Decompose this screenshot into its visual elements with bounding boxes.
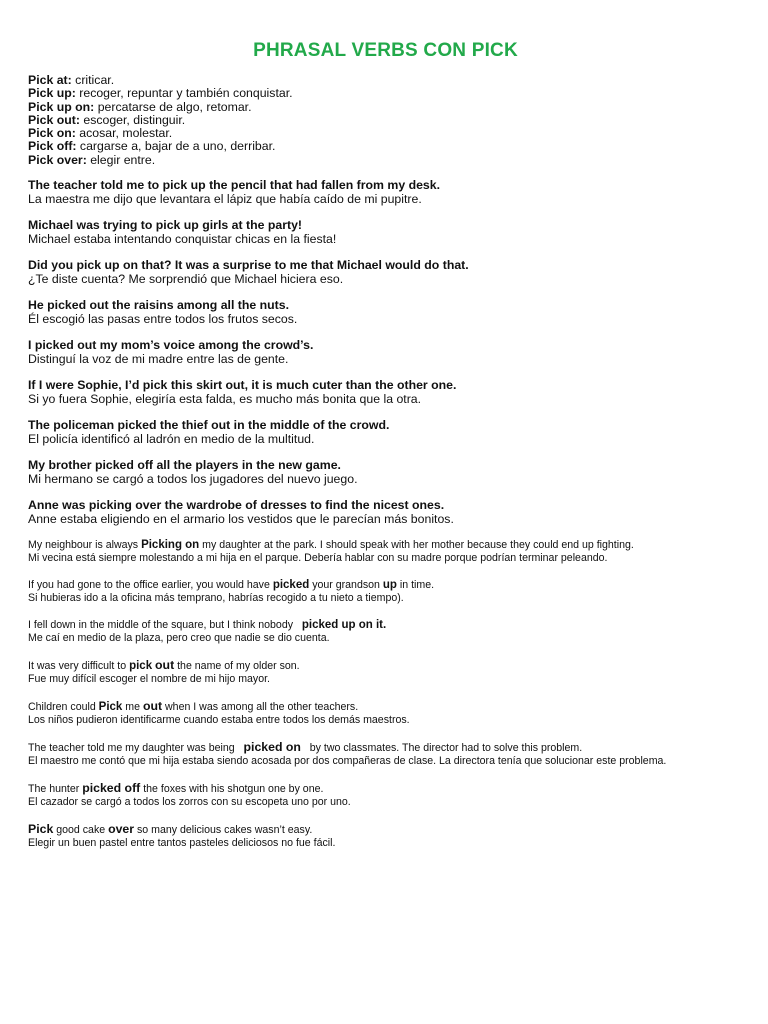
example-spanish: La maestra me dijo que levantara el lápiz que había caído de mi pupitre. [28, 191, 422, 206]
phrasal-particle: out [142, 699, 163, 714]
definition-item [28, 101, 743, 114]
definition-term: Pick out: [28, 112, 80, 127]
example-block [28, 259, 743, 286]
text-part: If you had gone to the office earlier, you would have [28, 579, 273, 592]
text-part: It was very difficult to [28, 660, 130, 673]
example-english: If I were Sophie, I’d pick this skirt out, it is much cuter than the other one. [28, 378, 457, 393]
definition-item [28, 127, 743, 140]
definition-item [28, 140, 743, 153]
text-part: my daughter at the park. I should speak with her mother because they could end up fighting. [199, 539, 634, 552]
small-example-english [28, 539, 743, 552]
definition-term: Pick at: [28, 73, 72, 87]
text-part: in time. [396, 579, 435, 592]
small-example-block [28, 741, 743, 768]
example-block [28, 459, 743, 486]
example-block [28, 419, 743, 446]
small-example-spanish: Si hubieras ido a la oficina más temprano, habrías recogido a tu nieto a tiempo). [28, 592, 404, 605]
small-example-block [28, 823, 743, 850]
example-spanish: Michael estaba intentando conquistar chicas en la fiesta! [28, 231, 337, 246]
phrasal-verb: picked on [243, 740, 301, 755]
definition-meaning: escoger, distinguir. [79, 112, 186, 127]
example-english: Michael was trying to pick up girls at the party! [28, 218, 303, 233]
small-example-spanish: El maestro me contó que mi hija estaba siendo acosada por dos compañeras de clase. La directora tenía que solucionar este problema. [28, 755, 667, 768]
definition-meaning: criticar. [71, 73, 115, 87]
example-block [28, 379, 743, 406]
example-spanish: Él escogió las pasas entre todos los frutos secos. [28, 311, 298, 326]
small-example-spanish: Fue muy difícil escoger el nombre de mi hijo mayor. [28, 673, 270, 686]
phrasal-verb: Pick [28, 822, 54, 837]
example-english: Anne was picking over the wardrobe of dresses to find the nicest ones. [28, 498, 445, 513]
text-part: when I was among all the other teachers. [162, 701, 359, 714]
example-spanish: Si yo fuera Sophie, elegiría esta falda, es mucho más bonita que la otra. [28, 391, 422, 406]
definition-meaning: elegir entre. [86, 152, 156, 167]
definitions-list [28, 74, 743, 167]
phrasal-particle: up [382, 579, 397, 592]
definition-term: Pick over: [28, 152, 87, 167]
example-spanish: Distinguí la voz de mi madre entre las de gente. [28, 351, 289, 366]
example-english: Did you pick up on that? It was a surprise to me that Michael would do that. [28, 258, 469, 273]
definition-meaning: acosar, molestar. [75, 126, 173, 141]
small-example-english [28, 823, 743, 837]
example-spanish: Mi hermano se cargó a todos los jugadores del nuevo juego. [28, 471, 358, 486]
definition-item [28, 114, 743, 127]
phrasal-particle: out [155, 658, 175, 673]
example-english: He picked out the raisins among all the nuts. [28, 298, 290, 313]
text-part: the name of my older son. [174, 660, 300, 673]
small-example-block [28, 659, 743, 686]
small-example-block [28, 700, 743, 727]
small-example-spanish: Elegir un buen pastel entre tantos pasteles deliciosos no fue fácil. [28, 837, 336, 850]
small-example-spanish: Mi vecina está siempre molestando a mi hija en el parque. Debería hablar con su madre porque podrían terminar peleando. [28, 552, 608, 565]
example-spanish: El policía identificó al ladrón en medio de la multitud. [28, 431, 315, 446]
phrasal-verb: picked up on it. [301, 619, 387, 632]
document-page [28, 0, 743, 864]
example-block [28, 219, 743, 246]
definition-meaning: cargarse a, bajar de a uno, derribar. [76, 139, 276, 154]
text-part: The hunter [28, 783, 83, 796]
text-part: by two classmates. The director had to solve this problem. [300, 742, 583, 755]
definition-term: Pick off: [28, 139, 77, 154]
phrasal-particle: over [108, 822, 135, 837]
small-example-block [28, 619, 743, 645]
small-example-english [28, 619, 743, 632]
text-part: so many delicious cakes wasn’t easy. [134, 824, 313, 837]
phrasal-verb: Picking on [141, 539, 200, 552]
example-block [28, 179, 743, 206]
definition-item [28, 74, 743, 87]
definition-term: Pick up on: [28, 99, 95, 114]
page-title: PHRASAL VERBS CON PICK [253, 40, 518, 61]
phrasal-verb: picked [272, 579, 310, 592]
definition-meaning: recoger, repuntar y también conquistar. [75, 86, 293, 101]
phrasal-verb: picked off [82, 781, 141, 796]
example-block [28, 339, 743, 366]
definition-term: Pick on: [28, 126, 76, 141]
example-english: My brother picked off all the players in the new game. [28, 458, 341, 473]
small-example-spanish: Los niños pudieron identificarme cuando estaba entre todos los demás maestros. [28, 714, 410, 727]
example-english: The policeman picked the thief out in the middle of the crowd. [28, 418, 390, 433]
example-spanish: Anne estaba eligiendo en el armario los vestidos que le parecían más bonitos. [28, 511, 454, 526]
small-example-spanish: El cazador se cargó a todos los zorros con su escopeta uno por uno. [28, 796, 351, 809]
definition-item [28, 87, 743, 100]
text-part: Children could [28, 701, 99, 714]
small-example-english [28, 579, 743, 592]
small-example-spanish: Me caí en medio de la plaza, pero creo que nadie se dio cuenta. [28, 632, 330, 645]
phrasal-verb: Pick [98, 701, 123, 714]
example-spanish: ¿Te diste cuenta? Me sorprendió que Michael hiciera eso. [28, 271, 344, 286]
text-part: I fell down in the middle of the square, but I think nobody [28, 619, 302, 632]
example-english: The teacher told me to pick up the pencil that had fallen from my desk. [28, 178, 441, 193]
definition-term: Pick up: [28, 86, 76, 101]
text-part: your grandson [309, 579, 383, 592]
text-part: good cake [53, 824, 109, 837]
example-block [28, 499, 743, 526]
text-part: the foxes with his shotgun one by one. [140, 783, 324, 796]
small-example-english [28, 782, 743, 796]
example-english: I picked out my mom’s voice among the crowd’s. [28, 338, 314, 353]
small-example-english [28, 741, 743, 755]
small-example-english [28, 659, 743, 673]
definition-item [28, 154, 743, 167]
phrasal-verb: pick [129, 660, 153, 673]
text-part: The teacher told me my daughter was being [28, 742, 244, 755]
small-example-english [28, 700, 743, 714]
example-block [28, 299, 743, 326]
text-part: me [122, 701, 143, 714]
definition-meaning: percatarse de algo, retomar. [94, 99, 252, 114]
small-example-block [28, 539, 743, 565]
text-part: My neighbour is always [28, 539, 142, 552]
small-example-block [28, 579, 743, 605]
small-example-block [28, 782, 743, 809]
